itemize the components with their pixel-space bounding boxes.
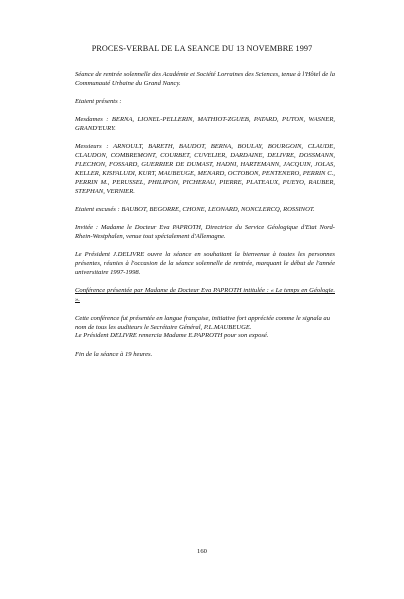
intro-paragraph: Séance de rentrée solennelle des Académie et Société Lorraines des Sciences, tenue à l'Hôtel de la Communauté Urbaine du Grand Nancy. xyxy=(75,71,335,87)
closing-paragraph: Fin de la séance à 19 heures. xyxy=(75,350,153,358)
page-number: 160 xyxy=(197,548,207,555)
conference-note-2: Le Président DELIVRE remercia Madame E.PAPROTH pour son exposé. xyxy=(75,332,269,340)
conference-title-paragraph: Conférence présentée par Madame de Docteur Eva PAPROTH intitulée : « Le temps en Géologie. ». xyxy=(75,287,335,304)
invitee-paragraph: Invitée : Madame le Docteur Eva PAPROTH, Directrice du Service Géologique d'Etat Nord-Rhein-Westphalen, venue tout spécialement d'Allemagne. xyxy=(75,224,335,241)
messieurs-list: Messieurs : ARNOULT, BARETH, BAUDOT, BERNA, BOULAY, BOURGOIN, CLAUDE, CLAUDON, COMBREMONT, COURBET, CUVELIER, DARDAINE, DELIVRE, DOSSMANN, FLECHON, FOSSARD, GUERRIER DE DUMAST, HADNI, HARTEMANN, JACQUIN, JOLAS, KELLER, KISFALUDI, KURT, MAUBEUGE, MENARD, OCTOBON, PENTENERO, PERRIN C., PERRIN M., PERUSSEL, PHILIPON, PICHERAU, PIERRE, PLATEAUX, PUEYO, RAUBER, STEPHAN, VERNIER. xyxy=(75,143,335,195)
mesdames-list: Mesdames : BERNA, LIONEL-PELLERIN, MATHIOT-ZGUEB, PATARD, PUTON, WASNER, GRAND'EURY. xyxy=(75,116,335,133)
document-body xyxy=(75,71,335,369)
conference-note-1: Cette conférence fut présentée en langue française, initiative fort appréciée comme le signala au nom de tous les auditeurs le Secrétaire Général, P.L.MAUBEUGE. xyxy=(75,314,331,331)
document-title: PROCES-VERBAL DE LA SEANCE DU 13 NOVEMBRE 1997 xyxy=(91,44,313,53)
president-opening-paragraph: Le Président J.DELIVRE ouvre la séance en souhaitant la bienvenue à toutes les personnes présentes, réunies à l'occasion de la séance solennelle de rentrée, marquant le début de l'année universitaire 1997-1998. xyxy=(75,251,335,277)
present-heading: Etaient présents : xyxy=(75,98,122,106)
excuses-list: Etaient excusés : BAUBOT, BEGORRE, CHONE, LEONARD, NONCLERCQ, ROSSINOT. xyxy=(75,206,315,214)
